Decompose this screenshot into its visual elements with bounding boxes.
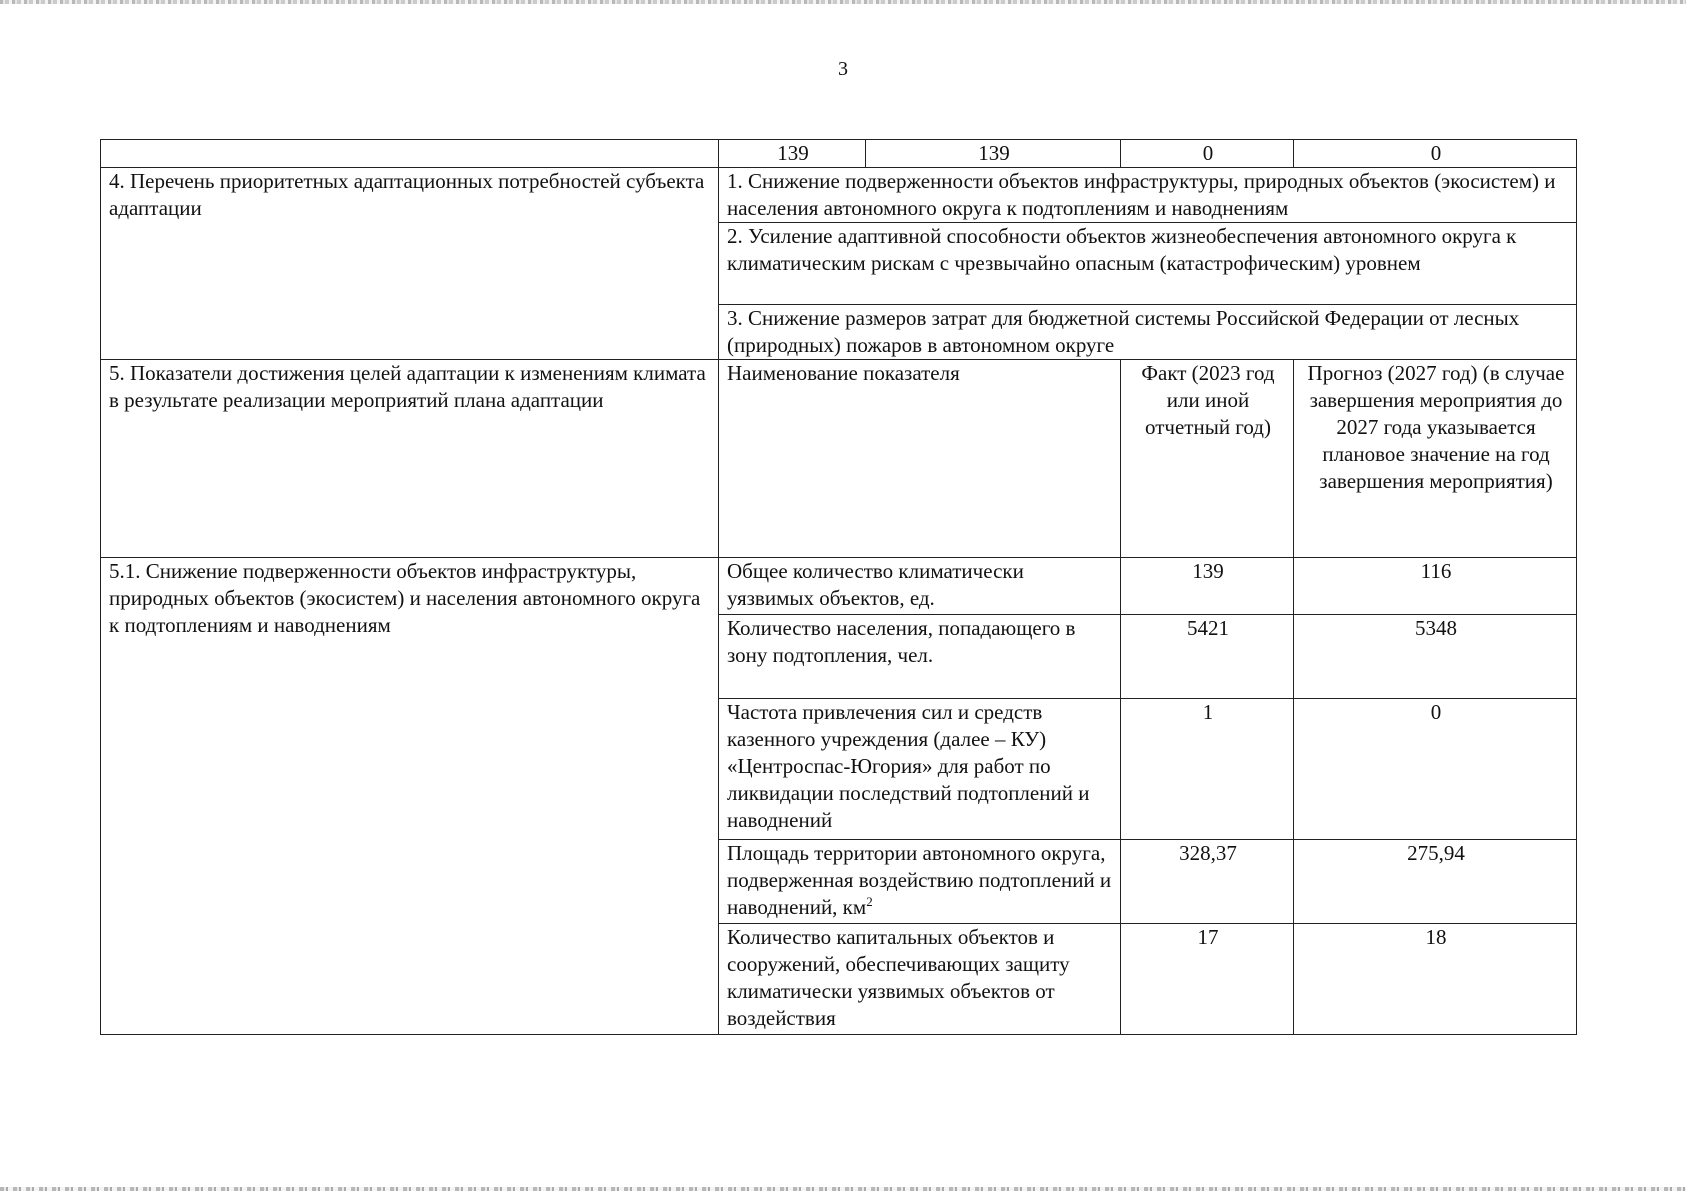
indicator-name [719,840,1121,924]
top-value-cell: 0 [1121,140,1294,168]
page-number: 3 [838,58,848,80]
section5-1-label: 5.1. Снижение подверженности объектов инфраструктуры, природных объектов (экосистем) и населения автономного округа к подтоплениям и наводнениям [101,558,719,1035]
top-value-cell: 0 [1294,140,1577,168]
section4-label: 4. Перечень приоритетных адаптационных потребностей субъекта адаптации [101,168,719,360]
top-value-cell: 139 [719,140,866,168]
section4-item: 1. Снижение подверженности объектов инфраструктуры, природных объектов (экосистем) и населения автономного округа к подтоплениям и наводнениям [719,168,1577,223]
table-row-top-values [101,140,1577,168]
indicator-text: Площадь территории автономного округа, подверженная воздействию подтоплений и наводнений, км [727,841,1112,919]
scan-edge-top [0,0,1686,4]
indicator-name: Общее количество климатически уязвимых объектов, ед. [719,558,1121,615]
table-row [101,558,1577,615]
fact-value: 5421 [1121,615,1294,699]
indicator-name: Количество населения, попадающего в зону подтопления, чел. [719,615,1121,699]
table-row-section4-item1 [101,168,1577,223]
top-value-cell: 139 [866,140,1121,168]
indicator-name: Количество капитальных объектов и сооружений, обеспечивающих защиту климатически уязвимых объектов от воздействия [719,924,1121,1035]
indicator-name: Частота привлечения сил и средств казенного учреждения (далее – КУ) «Центроспас-Югория» для работ по ликвидации последствий подтоплений и наводнений [719,699,1121,840]
scan-edge-bottom [0,1187,1686,1191]
fact-value: 139 [1121,558,1294,615]
adaptation-plan-table [100,139,1577,1035]
section4-item: 2. Усиление адаптивной способности объектов жизнеобеспечения автономного округа к климатическим рискам с чрезвычайно опасным (катастрофическим) уровнем [719,223,1577,305]
header-indicator: Наименование показателя [719,360,1121,558]
superscript: 2 [866,894,873,909]
forecast-value: 116 [1294,558,1577,615]
table-row-section5-header [101,360,1577,558]
section4-item: 3. Снижение размеров затрат для бюджетной системы Российской Федерации от лесных (природных) пожаров в автономном округе [719,305,1577,360]
header-forecast: Прогноз (2027 год) (в случае завершения мероприятия до 2027 года указывается плановое значение на год завершения мероприятия) [1294,360,1577,558]
forecast-value: 18 [1294,924,1577,1035]
section5-label: 5. Показатели достижения целей адаптации к изменениям климата в результате реализации мероприятий плана адаптации [101,360,719,558]
forecast-value: 275,94 [1294,840,1577,924]
fact-value: 1 [1121,699,1294,840]
empty-cell [101,140,719,168]
fact-value: 17 [1121,924,1294,1035]
fact-value: 328,37 [1121,840,1294,924]
forecast-value: 0 [1294,699,1577,840]
header-fact: Факт (2023 год или иной отчетный год) [1121,360,1294,558]
forecast-value: 5348 [1294,615,1577,699]
